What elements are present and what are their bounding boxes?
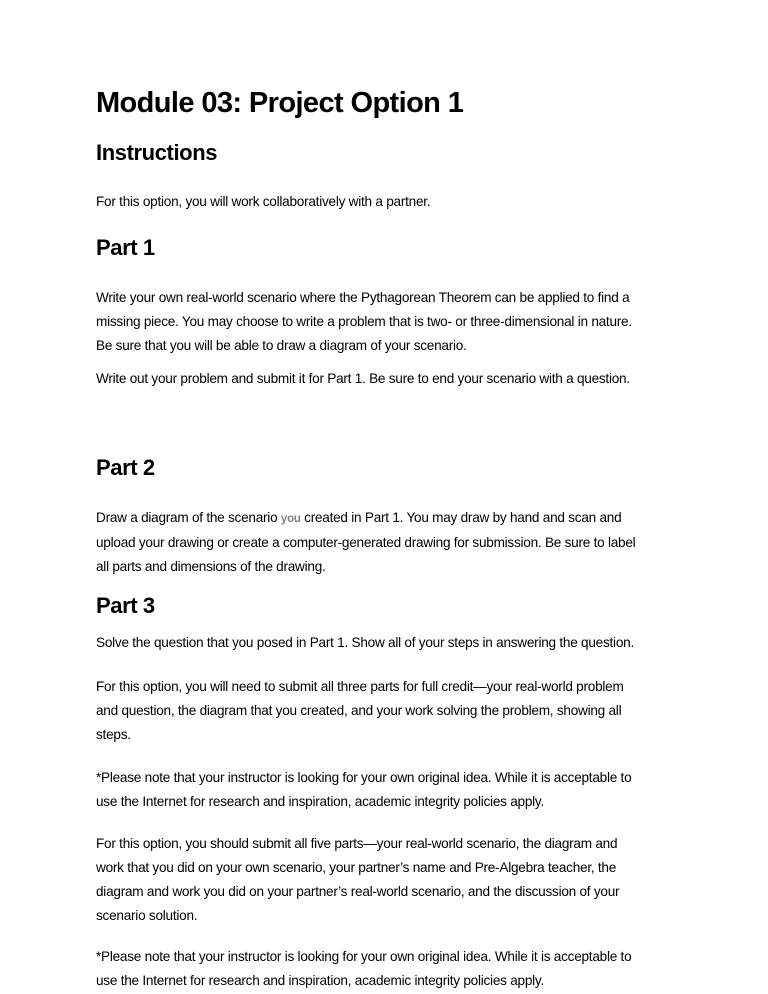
text-line: *Please note that your instructor is looking for your own original idea. While it is acceptable to <box>96 949 632 964</box>
text-line: diagram and work you did on your partner’s real-world scenario, and the discussion of your <box>96 884 620 899</box>
part2-paragraph <box>96 506 635 579</box>
text-line: *Please note that your instructor is looking for your own original idea. While it is acceptable to <box>96 770 632 785</box>
heading-part-2: Part 2 <box>96 455 155 480</box>
text-segment: Draw a diagram of the scenario <box>96 510 281 525</box>
text-line: use the Internet for research and inspiration, academic integrity policies apply. <box>96 973 544 988</box>
text-line: all parts and dimensions of the drawing. <box>96 559 326 574</box>
heading-part-1: Part 1 <box>96 235 155 260</box>
heading-part-3: Part 3 <box>96 593 155 618</box>
heading-instructions: Instructions <box>96 140 218 165</box>
text-line: steps. <box>96 727 131 742</box>
page-title: Module 03: Project Option 1 <box>96 87 464 119</box>
text-line: Write out your problem and submit it for Part 1. Be sure to end your scenario with a question. <box>96 371 630 386</box>
text-line: Solve the question that you posed in Part 1. Show all of your steps in answering the question. <box>96 635 634 650</box>
text-segment: created in Part 1. You may draw by hand and scan and <box>300 510 622 525</box>
text-line: missing piece. You may choose to write a problem that is two- or three-dimensional in nature. <box>96 314 632 329</box>
text-line: upload your drawing or create a computer-generated drawing for submission. Be sure to label <box>96 535 636 550</box>
part1-paragraph-1 <box>96 286 632 358</box>
part3-paragraph-3 <box>96 766 631 814</box>
part1-paragraph-2 <box>96 367 630 391</box>
instructions-paragraph <box>96 190 430 214</box>
text-line: For this option, you will need to submit all three parts for full credit—your real-world problem <box>96 679 624 694</box>
text-line: For this option, you should submit all five parts—your real-world scenario, the diagram and <box>96 836 618 851</box>
text-line: For this option, you will work collaboratively with a partner. <box>96 194 431 209</box>
part3-paragraph-4 <box>96 832 619 928</box>
text-line: use the Internet for research and inspiration, academic integrity policies apply. <box>96 794 544 809</box>
part3-paragraph-1 <box>96 631 634 655</box>
part3-paragraph-5 <box>96 945 631 993</box>
highlighted-word: you <box>280 513 301 525</box>
text-line: and question, the diagram that you created, and your work solving the problem, showing all <box>96 703 622 718</box>
text-line: Write your own real-world scenario where the Pythagorean Theorem can be applied to find a <box>96 290 630 305</box>
text-line: scenario solution. <box>96 908 198 923</box>
part3-paragraph-2 <box>96 675 624 747</box>
text-line: work that you did on your own scenario, your partner’s name and Pre-Algebra teacher, the <box>96 860 617 875</box>
text-line <box>96 506 635 531</box>
text-line: Be sure that you will be able to draw a diagram of your scenario. <box>96 338 467 353</box>
